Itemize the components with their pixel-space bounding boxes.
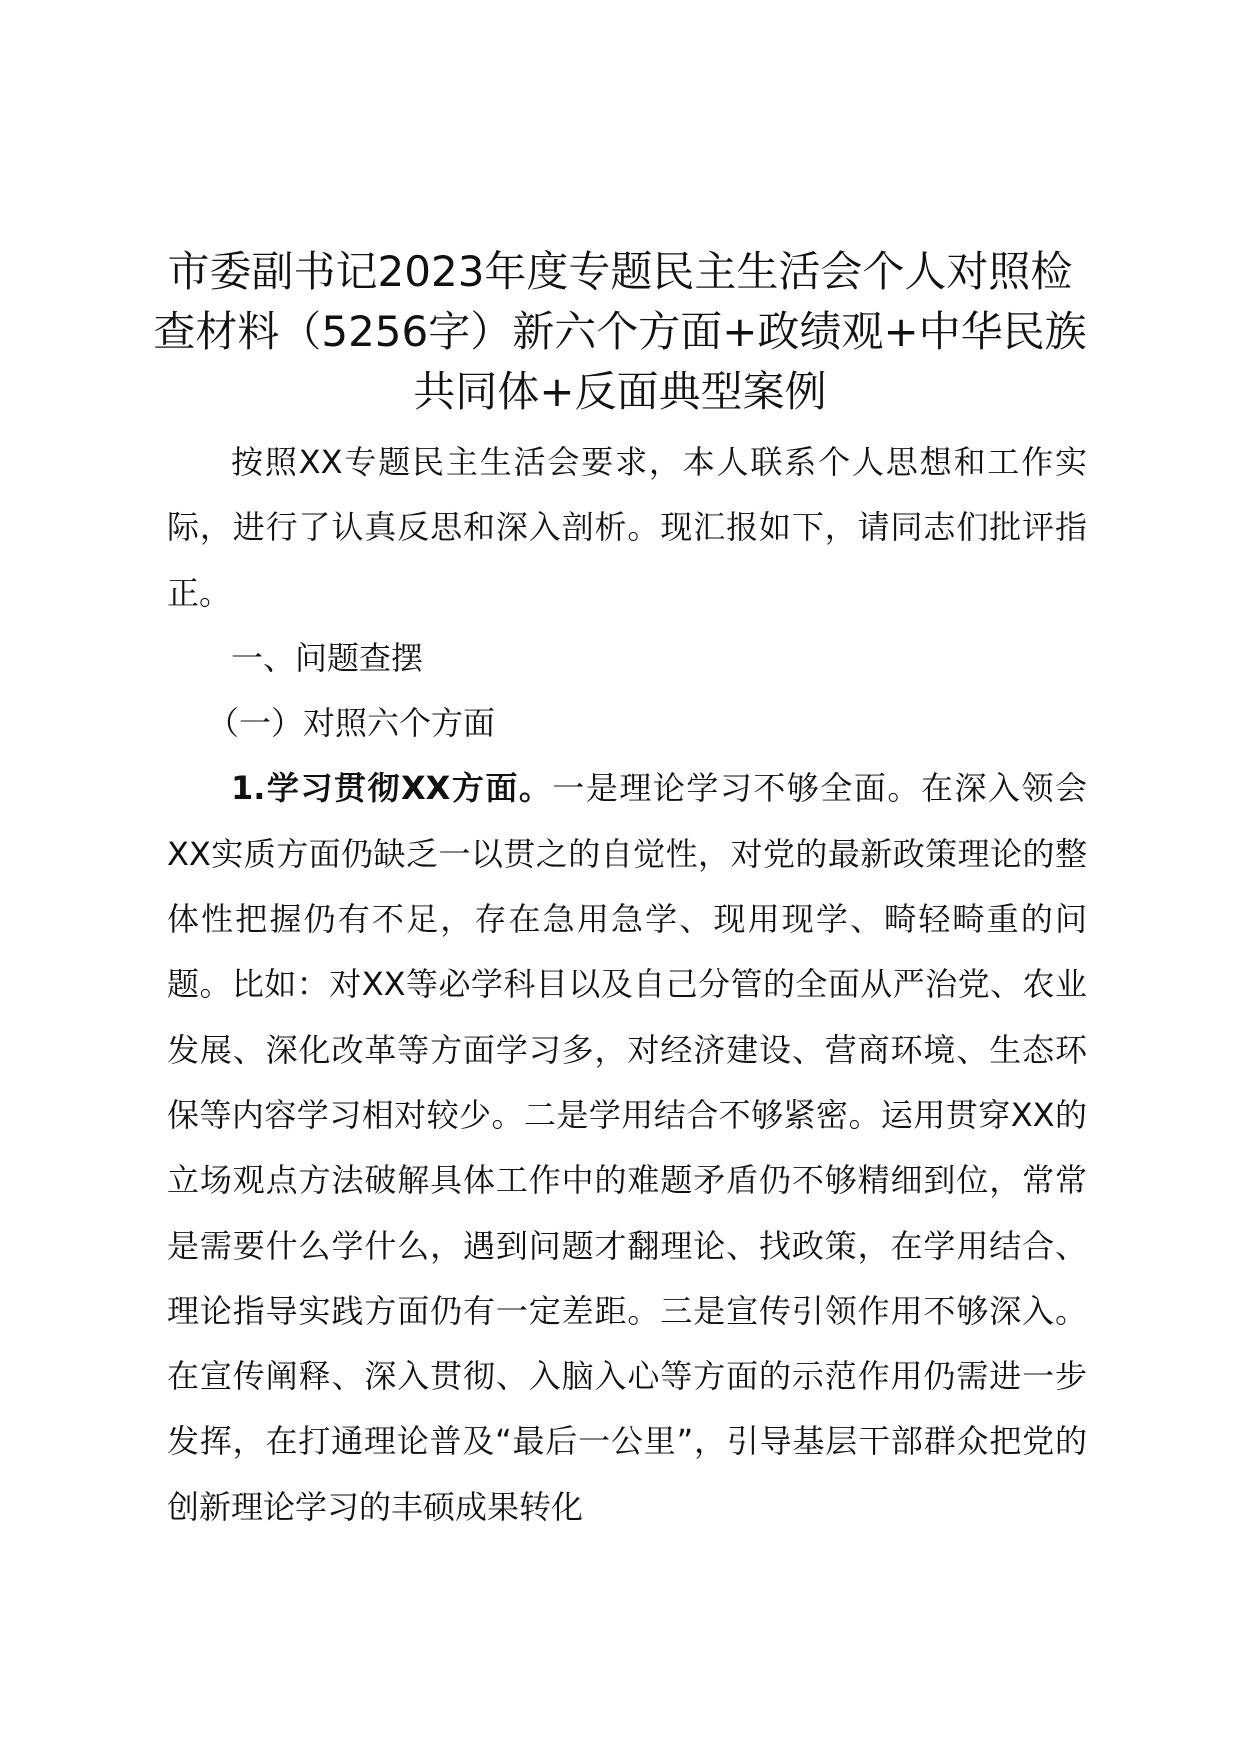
item-paragraph [167,756,1087,1540]
intro-paragraph: 按照XX专题民主生活会要求，本人联系个人思想和工作实际，进行了认真反思和深入剖析。现汇报如下，请同志们批评指正。 [167,443,1087,612]
document-title: 市委副书记2023年度专题民主生活会个人对照检查材料（5256字）新六个方面+政绩观+中华民族共同体+反面典型案例 [153,247,1087,416]
section-heading: 一、问题查摆 [231,638,424,677]
item-text: 一是理论学习不够全面。在深入领会XX实质方面仍缺乏一以贯之的自觉性，对党的最新政策理论的整体性把握仍有不足，存在急用急学、现用现学、畸轻畸重的问题。比如：对XX等必学科目以及自己分管的全面从严治党、农业发展、深化改革等方面学习多，对经济建设、营商环境、生态环保等内容学习相对较少。二是学用结合不够紧密。运用贯穿XX的立场观点方法破解具体工作中的难题矛盾仍不够精细到位，常常是需要什么学什么，遇到问题才翻理论、找政策，在学用结合、理论指导实践方面仍有一定差距。三是宣传引领作用不够深入。在宣传阐释、深入贯彻、入脑入心等方面的示范作用仍需进一步发挥，在打通理论普及“最后一公里”，引导基层干部群众把党的创新理论学习的丰硕成果转化 [167,769,1087,1526]
item-label: 1.学习贯彻XX方面。 [231,769,553,808]
document-body [167,430,1087,1540]
subsection-heading: （一）对照六个方面 [207,704,496,743]
